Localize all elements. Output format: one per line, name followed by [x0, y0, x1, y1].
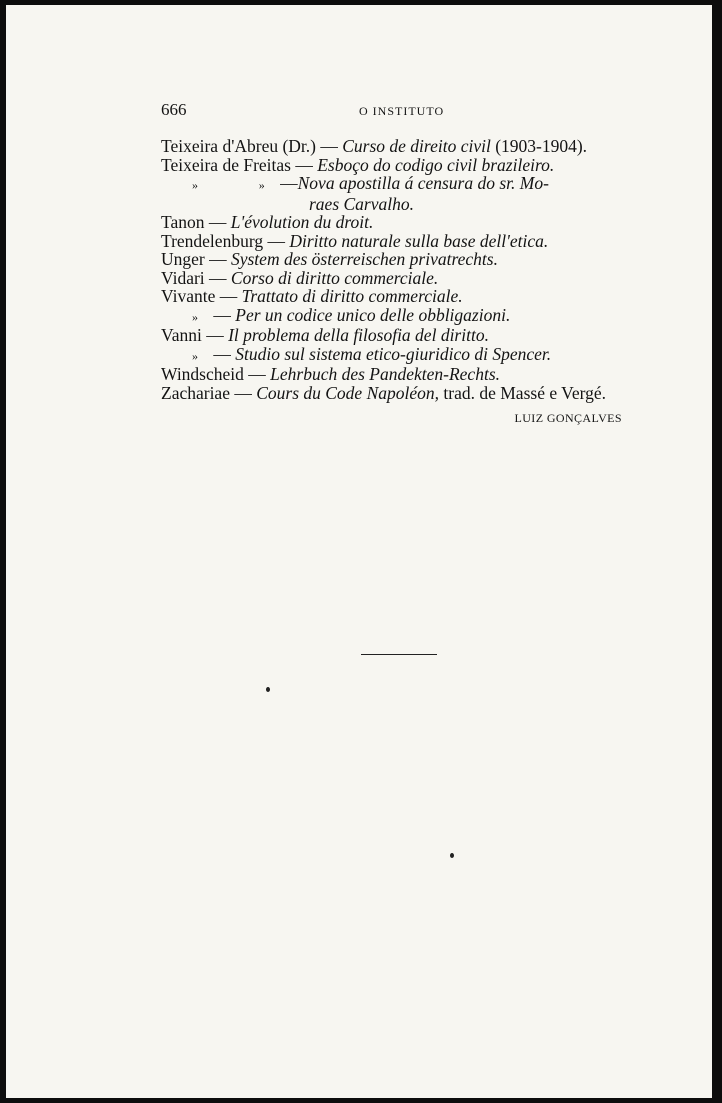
- entry-title: Esboço do codigo civil brazileiro.: [317, 154, 555, 175]
- entry-author: Windscheid —: [161, 364, 266, 384]
- bibliography-entry-continuation: [161, 195, 651, 214]
- section-rule: [361, 654, 437, 655]
- bibliography-entry: [161, 137, 651, 156]
- ditto-mark: »: [192, 178, 198, 192]
- bibliography-entry: [161, 287, 651, 306]
- page-header: [161, 100, 631, 124]
- bibliography-entry: [161, 174, 651, 195]
- document-page: [6, 5, 712, 1098]
- ink-speck: [450, 853, 454, 858]
- bibliography-entry: [161, 250, 651, 269]
- entry-title: Lehrbuch des Pandekten-Rechts.: [270, 364, 500, 384]
- bibliography-entry: [161, 326, 651, 345]
- entry-author: Trendelenburg —: [161, 230, 285, 251]
- bibliography-entry: [161, 232, 651, 251]
- entry-title: Cours du Code Napoléon,: [256, 382, 440, 403]
- bibliography-entry: [161, 306, 651, 327]
- bibliography-entry: [161, 365, 651, 384]
- bibliography-entry: [161, 156, 651, 175]
- entry-author: Zachariae —: [161, 382, 252, 403]
- entry-title: Diritto naturale sulla base dell'etica.: [289, 230, 549, 251]
- entry-dash: —: [213, 304, 231, 325]
- entry-dash: —: [280, 173, 298, 193]
- ditto-mark: »: [192, 348, 198, 363]
- entry-author: Tanon —: [161, 212, 227, 232]
- bibliography-entry: [161, 345, 651, 366]
- entry-title: Il problema della filosofia del diritto.: [228, 325, 489, 345]
- entry-title: Per un codice unico delle obbligazioni.: [235, 304, 511, 325]
- entry-author: Unger —: [161, 249, 227, 269]
- entry-author: Teixeira d'Abreu (Dr.) —: [161, 136, 338, 156]
- entry-author: Teixeira de Freitas —: [161, 154, 313, 175]
- entry-title: Nova apostilla á censura do sr. Mo-: [297, 173, 549, 193]
- ditto-mark: »: [258, 178, 265, 192]
- bibliography-entry: [161, 384, 651, 403]
- entry-author: Vivante —: [161, 286, 238, 306]
- entry-title: Studio sul sistema etico-giuridico di Spencer.: [235, 343, 552, 364]
- entry-dash: —: [213, 343, 231, 364]
- entry-title: L'évolution du droit.: [230, 212, 374, 232]
- entry-author: Vanni —: [161, 325, 224, 345]
- bibliography-entry: [161, 213, 651, 232]
- entry-title: Corso di diritto commerciale.: [230, 267, 439, 288]
- entry-title: Curso de direito civil: [342, 136, 491, 156]
- running-head: O INSTITUTO: [359, 104, 445, 118]
- entry-title-continuation: raes Carvalho.: [309, 193, 414, 214]
- ink-speck: [266, 687, 270, 692]
- ditto-mark: »: [192, 309, 198, 324]
- page-number: 666: [161, 100, 187, 119]
- bibliography-entry: [161, 269, 651, 288]
- author-signature: LUIZ GONÇALVES: [514, 411, 622, 425]
- bibliography-list: [161, 137, 651, 402]
- entry-tail: trad. de Massé e Vergé.: [443, 382, 607, 403]
- entry-title: System des österreischen privatrechts.: [230, 249, 498, 269]
- entry-title: Trattato di diritto commerciale.: [241, 286, 463, 306]
- entry-tail: (1903-1904).: [495, 136, 588, 156]
- entry-author: Vidari —: [161, 267, 227, 288]
